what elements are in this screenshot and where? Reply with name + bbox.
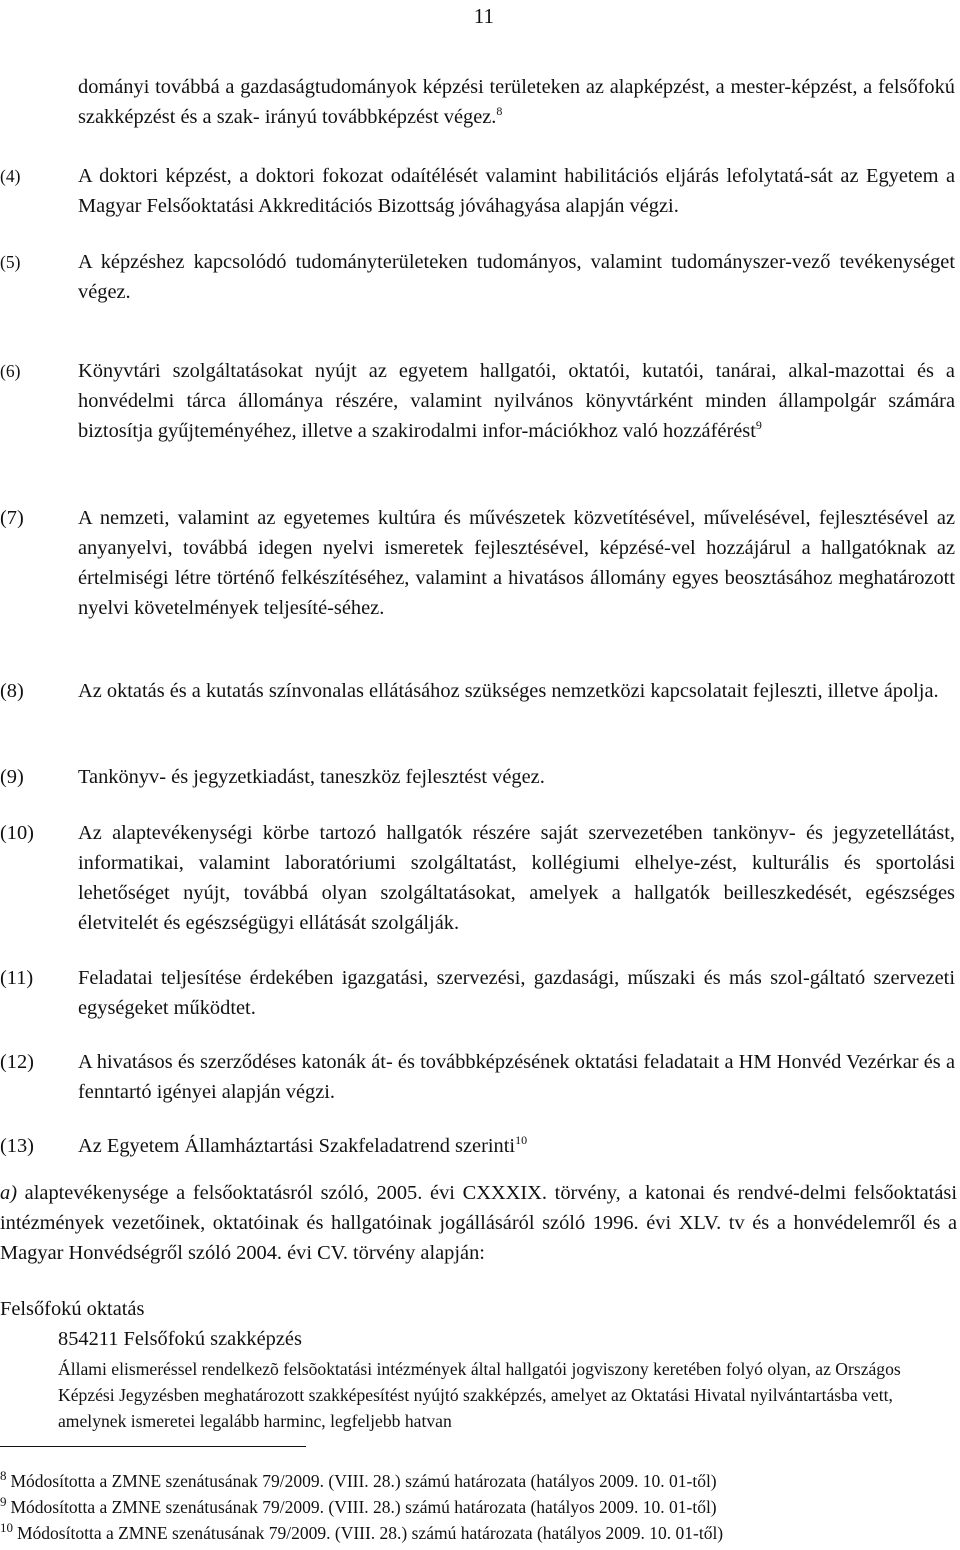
footnote-mark: 9	[0, 1494, 7, 1510]
paragraph-number: (5)	[0, 252, 21, 272]
paragraph-text: Az alaptevékenységi körbe tartozó hallgatók részére saját szervezetében tankönyv- és jegyzetellátást, informatikai, valamint laboratóriumi szolgáltatást, kollégiumi elhelye-zést, kulturális és sportolási lehetőséget nyújt, továbbá olyan szolgáltatásokat, amelyek a hallgatók beilleszkedését, egészséges életvitelét és egészségügyi ellátását szolgálják.	[78, 822, 955, 934]
item-a-label: a)	[0, 1182, 17, 1204]
footnote-ref: 8	[496, 104, 503, 119]
footnote-text: Módosította a ZMNE szenátusának 79/2009. (VIII. 28.) számú határozata (hatályos 2009. 10. 01-től)	[17, 1523, 724, 1543]
paragraph-7	[0, 503, 955, 623]
intro-text: dományi továbbá a gazdaságtudományok képzési területeken az alapképzést, a mester-képzést, a felsőfokú szakképzést és a szak- irányú továbbképzést végez.	[78, 76, 955, 128]
paragraph-number: (9)	[0, 766, 24, 788]
paragraph-12	[0, 1047, 955, 1107]
footnote-9	[0, 1495, 717, 1519]
paragraph-text: A nemzeti, valamint az egyetemes kultúra és művészetek közvetítésével, művelésével, fejlesztésével az anyanyelvi, továbbá idegen nyelvi ismeretek fejlesztésével, képzésé-vel hozzájárul a hallgatóknak az értelmiségi létre történő felkészítéséhez, valamint a hivatásos állomány egyes beosztásához meghatározott nyelvi követelmények teljesíté-séhez.	[78, 507, 955, 619]
page-number: 11	[473, 4, 494, 28]
paragraph-text: Tankönyv- és jegyzetkiadást, taneszköz fejlesztést végez.	[78, 766, 545, 788]
section-heading: Felsőfokú oktatás	[0, 1298, 145, 1320]
paragraph-text	[78, 1131, 955, 1161]
footnote-mark: 8	[0, 1468, 7, 1484]
paragraph-number: (11)	[0, 967, 34, 989]
paragraph-10	[0, 818, 955, 938]
footnote-text: Módosította a ZMNE szenátusának 79/2009. (VIII. 28.) számú határozata (hatályos 2009. 10. 01-től)	[10, 1471, 717, 1491]
paragraph-5	[0, 247, 955, 307]
footnote-separator	[0, 1446, 306, 1447]
footnote-mark: 10	[0, 1520, 13, 1536]
description-text: Állami elismeréssel rendelkezõ felsõoktatási intézmények által hallgatói jogviszony keretében folyó olyan, az Országos Képzési Jegyzésben meghatározott szakképesítést nyújtó szakképzés, amelyet az Oktatási Hivatal nyilvántartásba vett, amelynek ismeretei legalább harminc, legfeljebb hatvan	[58, 1359, 901, 1431]
paragraph-number: (10)	[0, 822, 34, 844]
paragraph-body: Az Egyetem Államháztartási Szakfeladatrend szerinti	[78, 1135, 516, 1157]
paragraph-text: A képzéshez kapcsolódó tudományterületeken tudományos, valamint tudományszer-vező tevékenységet végez.	[78, 251, 955, 303]
paragraph-8	[0, 676, 955, 706]
paragraph-text: A hivatásos és szerződéses katonák át- és továbbképzésének oktatási feladatait a HM Honvéd Vezérkar és a fenntartó igényei alapján végzi.	[78, 1051, 955, 1103]
paragraph-6	[0, 356, 955, 446]
paragraph-text: A doktori képzést, a doktori fokozat odaítélését valamint habilitációs eljárás lefolytatá-sát az Egyetem a Magyar Felsőoktatási Akkreditációs Bizottság jóváhagyása alapján végzi.	[78, 165, 955, 217]
paragraph-number: (6)	[0, 361, 21, 381]
item-a	[0, 1178, 957, 1268]
intro-paragraph	[78, 72, 955, 132]
paragraph-text: Feladatai teljesítése érdekében igazgatási, szervezési, gazdasági, műszaki és más szol-gáltató szervezeti egységeket működtet.	[78, 967, 955, 1019]
paragraph-number: (13)	[0, 1135, 34, 1157]
paragraph-number: (7)	[0, 507, 24, 529]
paragraph-text	[78, 356, 955, 446]
item-a-text: alaptevékenysége a felsőoktatásról szóló, 2005. évi CXXXIX. törvény, a katonai és rendvé-delmi felsőoktatási intézmények vezetőinek, oktatóinak és hallgatóinak jogállásáról szóló 1996. évi XLV. tv és a honvédelemről és a Magyar Honvédségről szóló 2004. évi CV. törvény alapján:	[0, 1182, 957, 1264]
paragraph-13	[0, 1131, 955, 1161]
footnote-ref: 9	[755, 418, 762, 433]
paragraph-number: (4)	[0, 166, 21, 186]
paragraph-body: Könyvtári szolgáltatásokat nyújt az egyetem hallgatói, oktatói, kutatói, tanárai, alkal-mazottai és a honvédelmi tárca állománya részére, valamint nyilvános könyvtárként minden állampolgár számára biztosítja gyűjteményéhez, illetve a szakirodalmi infor-mációkhoz való hozzáférést	[78, 360, 955, 442]
paragraph-4	[0, 161, 955, 221]
paragraph-number: (8)	[0, 680, 24, 702]
footnote-8	[0, 1469, 717, 1493]
subsection-heading: 854211 Felsőfokú szakképzés	[58, 1328, 302, 1350]
paragraph-9	[0, 762, 955, 792]
paragraph-11	[0, 963, 955, 1023]
paragraph-number: (12)	[0, 1051, 34, 1073]
paragraph-text: Az oktatás és a kutatás színvonalas ellátásához szükséges nemzetközi kapcsolatait fejleszti, illetve ápolja.	[78, 680, 939, 702]
footnote-ref: 10	[515, 1133, 528, 1148]
footnote-text: Módosította a ZMNE szenátusának 79/2009. (VIII. 28.) számú határozata (hatályos 2009. 10. 01-től)	[10, 1497, 717, 1517]
footnote-10	[0, 1521, 723, 1545]
